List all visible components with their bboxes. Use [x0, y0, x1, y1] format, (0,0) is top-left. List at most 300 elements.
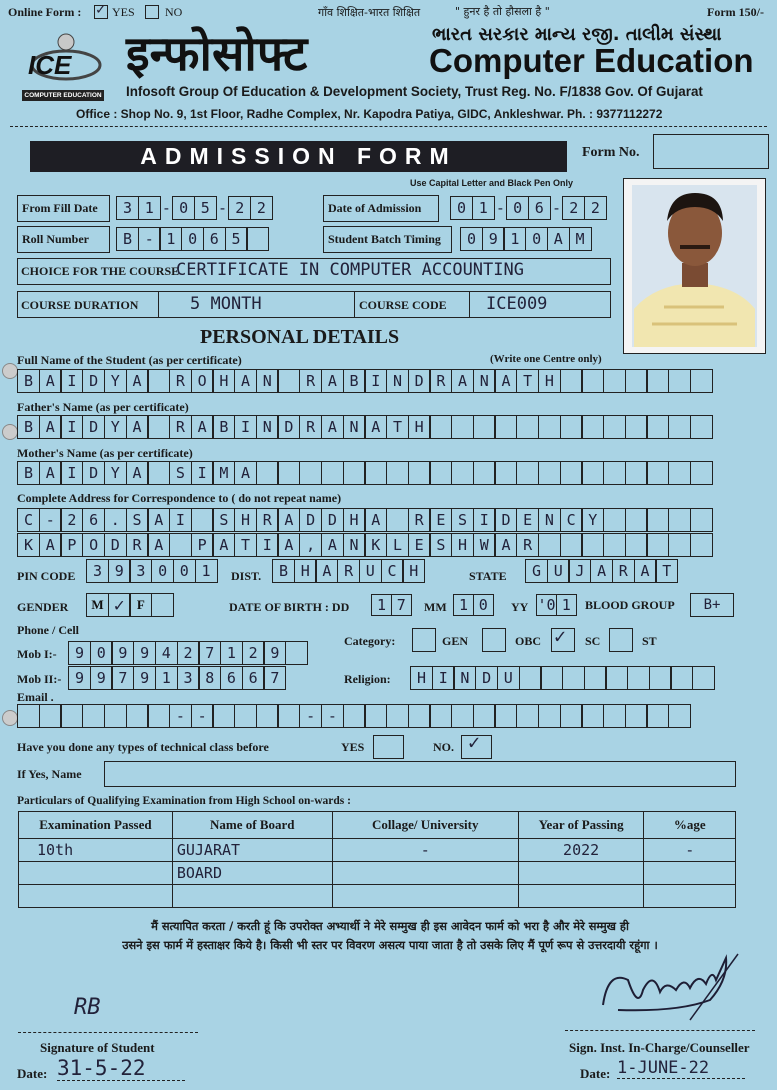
dist-char-cell: R — [337, 559, 360, 583]
father-char-cell: A — [126, 415, 149, 439]
name-char-cell — [690, 369, 713, 393]
roll-char: 6 — [203, 227, 226, 251]
address-line-1[interactable] — [17, 508, 712, 532]
course-code-value[interactable]: ICE009 — [486, 294, 548, 314]
mob1-digit-cell: 9 — [68, 641, 91, 665]
mob1-field[interactable] — [68, 641, 307, 665]
category-gen-box[interactable] — [412, 628, 436, 652]
mother-char-cell — [147, 461, 170, 485]
table-cell[interactable] — [518, 885, 644, 908]
address-char-cell: S — [451, 508, 474, 532]
punch-hole — [2, 363, 18, 379]
state-char-cell: J — [568, 559, 591, 583]
address-char-cell — [603, 508, 626, 532]
date-digit: 1 — [138, 196, 161, 220]
table-header: Name of Board — [172, 812, 332, 839]
state-char-cell: G — [525, 559, 548, 583]
roll-number-field[interactable] — [116, 227, 268, 251]
address-char-cell — [538, 533, 561, 557]
category-st-box[interactable] — [609, 628, 633, 652]
address-char-cell: N — [538, 508, 561, 532]
address-char-cell — [581, 533, 604, 557]
address-char-cell: E — [429, 508, 452, 532]
mother-char-cell — [256, 461, 279, 485]
dist-field[interactable] — [272, 559, 424, 583]
name-char-cell: N — [473, 369, 496, 393]
gender-field[interactable] — [86, 593, 173, 617]
mob2-digit-cell: 8 — [198, 666, 221, 690]
address-char-cell: W — [473, 533, 496, 557]
name-char-cell: A — [321, 369, 344, 393]
table-cell[interactable] — [19, 862, 173, 885]
mother-char-cell: D — [82, 461, 105, 485]
father-char-cell: A — [364, 415, 387, 439]
mother-char-cell — [429, 461, 452, 485]
table-cell[interactable] — [644, 862, 736, 885]
email-char-cell — [451, 704, 474, 728]
pin-digit-cell: 9 — [108, 559, 131, 583]
date-digit: 1 — [472, 196, 495, 220]
address-char-cell — [690, 508, 713, 532]
student-initials: RB — [74, 995, 101, 1020]
mob2-digit-cell: 7 — [263, 666, 286, 690]
table-header: Year of Passing — [518, 812, 644, 839]
batch-timing-field[interactable] — [460, 227, 590, 251]
address-char-cell: C — [17, 508, 40, 532]
full-name-field[interactable] — [17, 369, 712, 393]
gender-m-box[interactable]: M — [86, 593, 109, 617]
form-no-field[interactable] — [653, 134, 769, 169]
roll-char: - — [138, 227, 161, 251]
date-of-admission-field[interactable] — [450, 196, 606, 220]
ice-logo — [22, 32, 104, 102]
blood-group-value: B+ — [690, 593, 734, 617]
email-char-cell — [256, 704, 279, 728]
address-char-cell: H — [234, 508, 257, 532]
punch-hole — [2, 710, 18, 726]
header-divider — [10, 126, 767, 128]
email-char-cell — [494, 704, 517, 728]
mother-char-cell: I — [60, 461, 83, 485]
mob1-digit-cell: 2 — [177, 641, 200, 665]
email-char-cell — [343, 704, 366, 728]
dist-label: DIST. — [231, 569, 262, 583]
email-char-cell — [386, 704, 409, 728]
category-obc-box[interactable] — [482, 628, 506, 652]
mother-char-cell: S — [169, 461, 192, 485]
address-char-cell — [668, 508, 691, 532]
email-char-cell — [82, 704, 105, 728]
address-char-cell: R — [408, 508, 431, 532]
date-digit: 0 — [450, 196, 473, 220]
mother-char-cell — [408, 461, 431, 485]
religion-char-cell: H — [410, 666, 433, 690]
father-char-cell — [516, 415, 539, 439]
dob-yy-label: YY — [511, 600, 529, 614]
email-char-cell — [364, 704, 387, 728]
hindi-slogan-1: गाँव शिक्षित-भारत शिक्षित — [318, 6, 421, 19]
name-char-cell: A — [126, 369, 149, 393]
address-char-cell: D — [104, 533, 127, 557]
dist-char-cell: C — [381, 559, 404, 583]
table-cell[interactable] — [332, 885, 518, 908]
father-char-cell: R — [299, 415, 322, 439]
date-digit: 0 — [172, 196, 195, 220]
religion-field[interactable] — [410, 666, 714, 690]
table-header: Examination Passed — [19, 812, 173, 839]
dist-char-cell: H — [294, 559, 317, 583]
email-label: Email . — [17, 690, 54, 704]
mob1-digit-cell — [285, 641, 308, 665]
mob1-digit-cell: 9 — [133, 641, 156, 665]
mob2-digit-cell: 9 — [133, 666, 156, 690]
email-char-cell — [538, 704, 561, 728]
mother-char-cell — [277, 461, 300, 485]
name-char-cell — [277, 369, 300, 393]
address-char-cell — [668, 533, 691, 557]
father-char-cell: D — [277, 415, 300, 439]
tech-yes-box[interactable] — [373, 735, 404, 759]
if-yes-label: If Yes, Name — [17, 767, 82, 781]
table-cell[interactable] — [172, 885, 332, 908]
date-digit: 3 — [116, 196, 139, 220]
pen-instruction: Use Capital Letter and Black Pen Only — [410, 178, 574, 188]
date-separator: - — [161, 199, 171, 217]
batch-timing-label: Student Batch Timing — [323, 226, 452, 253]
email-char-cell — [408, 704, 431, 728]
father-char-cell: I — [60, 415, 83, 439]
state-char-cell: U — [547, 559, 570, 583]
centre-note: (Write one Centre only) — [490, 353, 602, 365]
dob-dd-field[interactable] — [371, 594, 410, 616]
online-no-checkbox[interactable] — [145, 5, 159, 19]
address-char-cell: P — [191, 533, 214, 557]
divider — [469, 291, 470, 318]
email-char-cell — [516, 704, 539, 728]
course-code-label: COURSE CODE — [359, 298, 447, 312]
roll-char: 0 — [181, 227, 204, 251]
course-choice-value: CERTIFICATE IN COMPUTER ACCOUNTING — [176, 260, 524, 280]
tech-no-box[interactable]: ✓ — [461, 735, 492, 759]
mother-char-cell — [690, 461, 713, 485]
father-char-cell — [603, 415, 626, 439]
hindi-brand-name: इन्फोसोफ्ट — [126, 26, 308, 82]
table-cell[interactable] — [644, 885, 736, 908]
address-char-cell: Y — [581, 508, 604, 532]
online-form-label: Online Form : — [8, 5, 82, 19]
mob1-digit-cell: 7 — [198, 641, 221, 665]
address-char-cell — [169, 533, 192, 557]
date-digit: 2 — [250, 196, 273, 220]
name-char-cell: A — [234, 369, 257, 393]
address-char-cell — [603, 533, 626, 557]
mother-char-cell — [516, 461, 539, 485]
name-char-cell — [603, 369, 626, 393]
category-obc-label: OBC — [515, 634, 542, 648]
table-cell[interactable] — [332, 862, 518, 885]
table-header: %age — [644, 812, 736, 839]
roll-number-label: Roll Number — [17, 226, 110, 253]
father-char-cell: Y — [104, 415, 127, 439]
address-char-cell — [646, 508, 669, 532]
category-sc-box[interactable]: ✓ — [551, 628, 575, 652]
name-char-cell: B — [17, 369, 40, 393]
email-char-cell — [560, 704, 583, 728]
state-field[interactable] — [525, 559, 677, 583]
mother-name-field[interactable] — [17, 461, 712, 485]
online-no-label: NO — [165, 5, 183, 19]
address-char-cell: H — [343, 508, 366, 532]
mob2-field[interactable] — [68, 666, 285, 690]
religion-char-cell — [584, 666, 607, 690]
address-char-cell: 6 — [82, 508, 105, 532]
table-cell[interactable]: 10th — [19, 839, 173, 862]
father-char-cell: A — [321, 415, 344, 439]
state-char-cell: A — [590, 559, 613, 583]
mother-name-label: Mother's Name (as per certificate) — [17, 446, 193, 460]
father-char-cell — [451, 415, 474, 439]
mother-char-cell: I — [191, 461, 214, 485]
mother-char-cell — [603, 461, 626, 485]
father-char-cell — [473, 415, 496, 439]
email-char-cell — [581, 704, 604, 728]
mob1-digit-cell: 9 — [263, 641, 286, 665]
mother-char-cell — [321, 461, 344, 485]
incharge-signature-line — [565, 1030, 755, 1031]
name-char-cell: H — [538, 369, 561, 393]
address-char-cell: I — [473, 508, 496, 532]
incharge-signature-label: Sign. Inst. In-Charge/Counseller — [569, 1040, 750, 1055]
email-char-cell — [212, 704, 235, 728]
address-char-cell: K — [17, 533, 40, 557]
personal-details-title: PERSONAL DETAILS — [200, 326, 400, 348]
father-char-cell: I — [234, 415, 257, 439]
address-char-cell: S — [212, 508, 235, 532]
religion-char-cell — [605, 666, 628, 690]
mother-char-cell — [668, 461, 691, 485]
email-char-cell — [60, 704, 83, 728]
name-char-cell — [668, 369, 691, 393]
name-char-cell: N — [256, 369, 279, 393]
dist-char-cell: B — [272, 559, 295, 583]
mother-char-cell: A — [126, 461, 149, 485]
father-char-cell: N — [256, 415, 279, 439]
dob-mm-label: MM — [424, 600, 447, 614]
email-char-cell: - — [321, 704, 344, 728]
email-char-cell — [429, 704, 452, 728]
mob2-digit-cell: 9 — [68, 666, 91, 690]
date-digit: 5 — [194, 196, 217, 220]
admission-banner — [30, 141, 567, 172]
mob2-digit-cell: 6 — [242, 666, 265, 690]
admission-title: ADMISSION FORM — [140, 143, 457, 169]
online-yes-label: YES — [112, 5, 135, 19]
address-char-cell: - — [39, 508, 62, 532]
gender-check[interactable]: ✓ — [108, 593, 131, 617]
email-char-cell — [646, 704, 669, 728]
pin-digit-cell: 3 — [129, 559, 152, 583]
address-char-cell: K — [364, 533, 387, 557]
timing-char: 9 — [482, 227, 505, 251]
name-char-cell — [646, 369, 669, 393]
dob-mm-field[interactable] — [453, 594, 492, 616]
address-char-cell: A — [277, 533, 300, 557]
address-char-cell: C — [560, 508, 583, 532]
roll-char: 5 — [225, 227, 248, 251]
date-digit: 2 — [228, 196, 251, 220]
address-char-cell: D — [299, 508, 322, 532]
father-char-cell: B — [17, 415, 40, 439]
address-char-cell — [560, 533, 583, 557]
table-cell[interactable]: GUJARAT — [172, 839, 332, 862]
punch-hole — [2, 424, 18, 440]
from-fill-date-field[interactable] — [116, 196, 272, 220]
father-name-label: Father's Name (as per certificate) — [17, 400, 189, 414]
name-char-cell: O — [191, 369, 214, 393]
table-row — [19, 862, 736, 885]
name-char-cell: B — [343, 369, 366, 393]
gender-f-box[interactable]: F — [129, 593, 152, 617]
mother-char-cell — [625, 461, 648, 485]
category-gen-label: GEN — [442, 634, 469, 648]
mother-char-cell — [581, 461, 604, 485]
name-char-cell — [560, 369, 583, 393]
email-char-cell — [473, 704, 496, 728]
name-char-cell: A — [39, 369, 62, 393]
father-char-cell: A — [39, 415, 62, 439]
father-char-cell: R — [169, 415, 192, 439]
religion-char-cell: N — [453, 666, 476, 690]
blood-group-label: BLOOD GROUP — [585, 598, 675, 612]
name-char-cell: I — [60, 369, 83, 393]
table-cell[interactable]: - — [644, 839, 736, 862]
date-separator: - — [552, 199, 562, 217]
name-char-cell — [625, 369, 648, 393]
mob1-digit-cell: 4 — [155, 641, 178, 665]
email-field[interactable] — [17, 704, 690, 728]
father-char-cell — [429, 415, 452, 439]
gender-blank[interactable] — [151, 593, 174, 617]
student-date-value[interactable]: 31-5-22 — [57, 1056, 185, 1081]
state-label: STATE — [469, 569, 507, 583]
email-char-cell — [234, 704, 257, 728]
table-row — [19, 885, 736, 908]
address-char-cell: R — [516, 533, 539, 557]
pin-field[interactable] — [86, 559, 216, 583]
name-char-cell — [147, 369, 170, 393]
if-yes-name-field[interactable] — [104, 761, 736, 787]
address-char-cell: D — [494, 508, 517, 532]
address-char-cell: S — [429, 533, 452, 557]
address-char-cell: A — [212, 533, 235, 557]
email-char-cell — [39, 704, 62, 728]
address-char-cell — [625, 533, 648, 557]
father-char-cell — [538, 415, 561, 439]
mother-char-cell — [560, 461, 583, 485]
table-cell[interactable]: 2022 — [518, 839, 644, 862]
mother-char-cell: B — [17, 461, 40, 485]
qualification-title: Particulars of Qualifying Examination from High School on-wards : — [17, 795, 351, 807]
name-char-cell: I — [364, 369, 387, 393]
address-char-cell: A — [364, 508, 387, 532]
incharge-date-label: Date: — [580, 1066, 611, 1081]
mob1-label: Mob I:- — [17, 647, 57, 661]
religion-char-cell — [627, 666, 650, 690]
dob-yy-field[interactable] — [536, 594, 575, 616]
religion-char-cell — [649, 666, 672, 690]
father-char-cell: T — [386, 415, 409, 439]
name-char-cell: H — [212, 369, 235, 393]
dob-mm-digit: 1 — [453, 594, 474, 616]
course-duration-label: COURSE DURATION — [21, 298, 139, 312]
mother-char-cell — [646, 461, 669, 485]
mob1-digit-cell: 0 — [90, 641, 113, 665]
divider — [354, 291, 355, 318]
student-signature-label: Signature of Student — [40, 1040, 155, 1055]
society-line: Infosoft Group Of Education & Development Society, Trust Reg. No. F/1838 Gov. Of Gujarat — [126, 84, 703, 99]
full-name-label: Full Name of the Student (as per certificate) — [17, 353, 242, 367]
timing-char: A — [547, 227, 570, 251]
dist-char-cell: A — [315, 559, 338, 583]
religion-char-cell — [519, 666, 542, 690]
table-cell[interactable]: - — [332, 839, 518, 862]
father-char-cell — [147, 415, 170, 439]
name-char-cell: Y — [104, 369, 127, 393]
state-char-cell: A — [634, 559, 657, 583]
mob1-digit-cell: 1 — [220, 641, 243, 665]
address-char-cell: I — [256, 533, 279, 557]
state-char-cell: R — [612, 559, 635, 583]
student-photo — [623, 178, 766, 354]
address-char-cell: I — [169, 508, 192, 532]
email-char-cell: - — [299, 704, 322, 728]
phone-label: Phone / Cell — [17, 623, 79, 637]
email-char-cell — [625, 704, 648, 728]
table-cell[interactable] — [518, 862, 644, 885]
address-char-cell — [386, 508, 409, 532]
mob2-digit-cell: 6 — [220, 666, 243, 690]
incharge-date-value[interactable]: 1-JUNE-22 — [617, 1058, 745, 1079]
online-yes-checkbox[interactable]: ✓ — [94, 5, 108, 19]
address-label: Complete Address for Correspondence to ( do not repeat name) — [17, 491, 342, 505]
email-char-cell — [277, 704, 300, 728]
religion-char-cell — [670, 666, 693, 690]
roll-char — [246, 227, 269, 251]
date-digit: 2 — [584, 196, 607, 220]
father-name-field[interactable] — [17, 415, 712, 439]
table-cell[interactable]: BOARD — [172, 862, 332, 885]
name-char-cell: D — [408, 369, 431, 393]
name-char-cell: N — [386, 369, 409, 393]
course-duration-value[interactable]: 5 MONTH — [190, 294, 262, 314]
mother-char-cell — [299, 461, 322, 485]
address-char-cell — [191, 508, 214, 532]
table-cell[interactable] — [19, 885, 173, 908]
pin-digit-cell: 1 — [195, 559, 218, 583]
table-row — [19, 839, 736, 862]
address-char-cell: P — [60, 533, 83, 557]
category-st-label: ST — [642, 634, 657, 648]
address-char-cell: E — [516, 508, 539, 532]
father-char-cell: B — [212, 415, 235, 439]
blood-group-field[interactable] — [690, 593, 733, 617]
address-char-cell: A — [494, 533, 517, 557]
father-char-cell — [668, 415, 691, 439]
address-line-2[interactable] — [17, 533, 712, 557]
religion-char-cell: D — [475, 666, 498, 690]
address-char-cell: A — [321, 533, 344, 557]
dob-yy-digit: 1 — [556, 594, 577, 616]
